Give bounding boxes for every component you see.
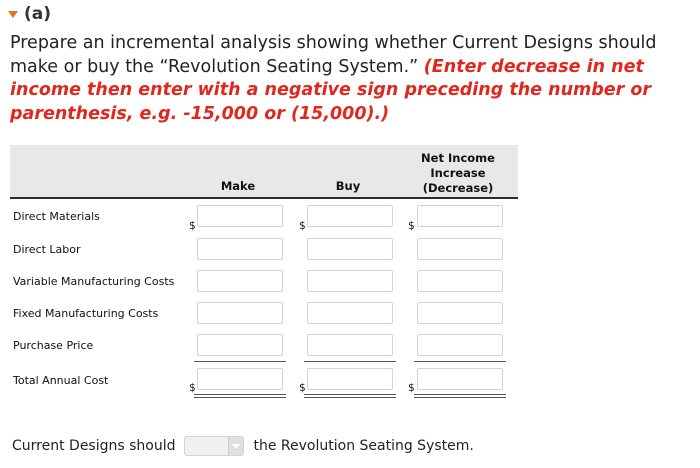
table-header-divider [10,197,518,199]
currency-symbol: $ [408,382,415,394]
currency-symbol: $ [408,220,415,232]
double-underline [304,394,396,395]
make-or-buy-select[interactable] [184,436,244,456]
decision-sentence [12,436,474,456]
part-label: (a) [24,4,52,24]
net-income-line1: Net Income [421,151,495,165]
double-underline [304,397,396,398]
subtotal-line [194,361,286,362]
decision-prefix: Current Designs should [12,438,176,454]
collapse-caret-icon[interactable] [8,11,18,18]
currency-symbol: $ [299,220,306,232]
prompt-instruction: (Enter decrease in net income then enter with a negative sign preceding the number or parenthesis, e.g. -15,000 or (15,000).) [10,56,652,124]
currency-symbol: $ [189,382,196,394]
column-header-make: Make [220,179,256,193]
direct-labor-make-input[interactable] [197,238,283,260]
row-label-direct-labor: Direct Labor [13,243,81,256]
question-prompt [10,32,695,126]
row-label-purchase-price: Purchase Price [13,339,94,352]
row-label-direct-materials: Direct Materials [13,210,100,223]
total-annual-cost-make-input[interactable] [197,368,283,390]
fixed-mfg-net-input[interactable] [417,302,503,324]
column-header-buy: Buy [335,179,361,193]
purchase-price-buy-input[interactable] [307,334,393,356]
purchase-price-make-input[interactable] [197,334,283,356]
net-income-line2: Increase [430,166,486,180]
column-header-net-income [408,151,508,196]
direct-materials-make-input[interactable] [197,205,283,227]
double-underline [414,397,506,398]
double-underline [414,394,506,395]
currency-symbol: $ [299,382,306,394]
direct-materials-buy-input[interactable] [307,205,393,227]
row-label-fixed-manufacturing-costs: Fixed Manufacturing Costs [13,307,159,320]
currency-symbol: $ [189,220,196,232]
double-underline [194,397,286,398]
total-annual-cost-net-input[interactable] [417,368,503,390]
direct-labor-net-input[interactable] [417,238,503,260]
part-header[interactable] [8,4,51,24]
variable-mfg-make-input[interactable] [197,270,283,292]
subtotal-line [414,361,506,362]
decision-suffix: the Revolution Seating System. [253,438,474,454]
fixed-mfg-make-input[interactable] [197,302,283,324]
variable-mfg-buy-input[interactable] [307,270,393,292]
net-income-line3: (Decrease) [422,181,494,195]
double-underline [194,394,286,395]
purchase-price-net-input[interactable] [417,334,503,356]
incremental-analysis-table [10,145,518,405]
subtotal-line [304,361,396,362]
row-label-variable-manufacturing-costs: Variable Manufacturing Costs [13,275,175,288]
direct-materials-net-input[interactable] [417,205,503,227]
total-annual-cost-buy-input[interactable] [307,368,393,390]
variable-mfg-net-input[interactable] [417,270,503,292]
prompt-text: Prepare an incremental analysis showing whether Current Designs should make or buy the “Revolution Seating System.” [10,33,657,77]
fixed-mfg-buy-input[interactable] [307,302,393,324]
chevron-down-icon[interactable] [228,437,243,455]
row-label-total-annual-cost: Total Annual Cost [13,374,109,387]
direct-labor-buy-input[interactable] [307,238,393,260]
